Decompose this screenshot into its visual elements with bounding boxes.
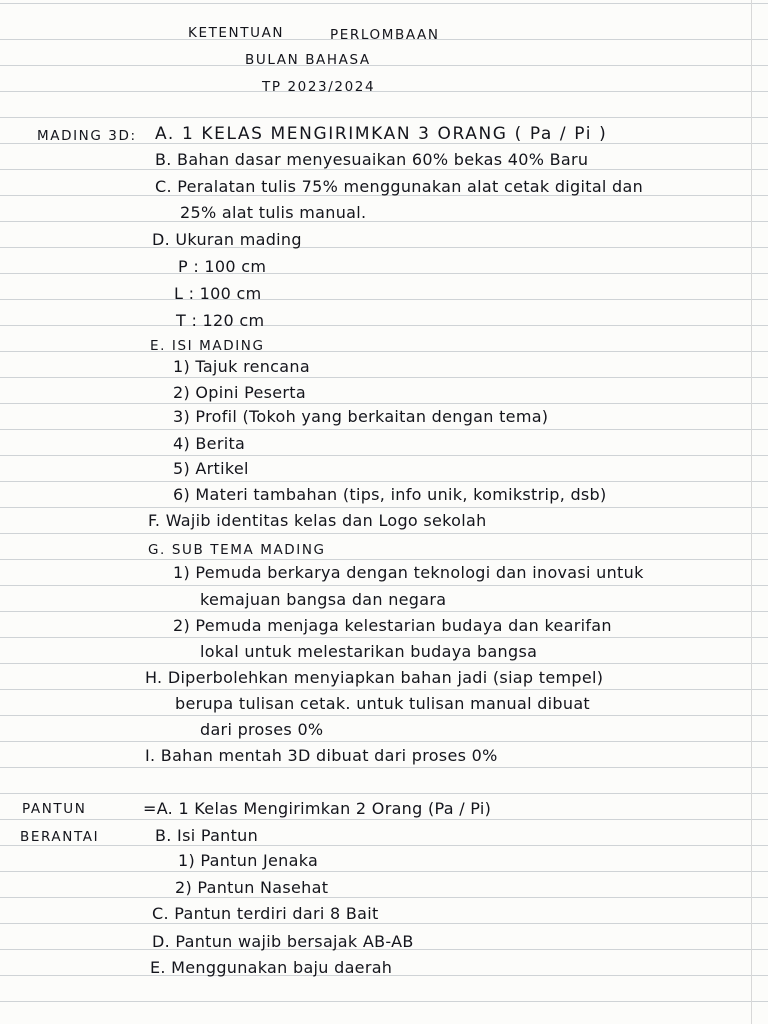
mading-subtheme-1-line1: 1) Pemuda berkarya dengan teknologi dan inovasi untuk	[173, 563, 644, 582]
mading-item-a: A. 1 KELAS MENGIRIMKAN 3 ORANG ( Pa / Pi )	[155, 124, 608, 144]
mading-subtheme-2-line1: 2) Pemuda menjaga kelestarian budaya dan kearifan	[173, 616, 612, 635]
pantun-type-1: 1) Pantun Jenaka	[178, 851, 319, 870]
mading-content-3: 3) Profil (Tokoh yang berkaitan dengan tema)	[173, 407, 549, 426]
mading-item-i: I. Bahan mentah 3D dibuat dari proses 0%	[145, 746, 498, 765]
pantun-item-d: D. Pantun wajib bersajak AB-AB	[152, 932, 414, 951]
header-title-part2: PERLOMBAAN	[330, 27, 440, 43]
mading-item-e: E. ISI MADING	[150, 338, 265, 354]
mading-content-4: 4) Berita	[173, 434, 246, 453]
page-margin-line	[751, 0, 752, 1024]
section-label-mading: MADING 3D:	[37, 128, 137, 144]
mading-item-h-line3: dari proses 0%	[200, 720, 324, 739]
mading-item-c-line2: 25% alat tulis manual.	[180, 203, 367, 222]
section-label-pantun-line2: BERANTAI	[20, 829, 100, 845]
mading-item-g: G. SUB TEMA MADING	[148, 542, 326, 558]
header-school-year: TP 2023/2024	[262, 79, 376, 95]
pantun-item-c: C. Pantun terdiri dari 8 Bait	[152, 904, 379, 923]
mading-size-p: P : 100 cm	[178, 257, 267, 276]
mading-size-t: T : 120 cm	[176, 311, 265, 330]
mading-subtheme-1-line2: kemajuan bangsa dan negara	[200, 590, 447, 609]
mading-content-2: 2) Opini Peserta	[173, 383, 306, 402]
mading-item-h-line1: H. Diperbolehkan menyiapkan bahan jadi (siap tempel)	[145, 668, 604, 687]
mading-content-1: 1) Tajuk rencana	[173, 357, 310, 376]
pantun-type-2: 2) Pantun Nasehat	[175, 878, 329, 897]
header-subtitle: BULAN BAHASA	[245, 52, 371, 68]
header-title-part1: KETENTUAN	[188, 25, 285, 41]
mading-content-5: 5) Artikel	[173, 459, 249, 478]
mading-subtheme-2-line2: lokal untuk melestarikan budaya bangsa	[200, 642, 538, 661]
mading-item-f: F. Wajib identitas kelas dan Logo sekolah	[148, 511, 487, 530]
mading-item-b: B. Bahan dasar menyesuaikan 60% bekas 40% Baru	[155, 150, 589, 169]
pantun-item-b: B. Isi Pantun	[155, 826, 259, 845]
mading-content-6: 6) Materi tambahan (tips, info unik, komikstrip, dsb)	[173, 485, 607, 504]
section-label-pantun-line1: PANTUN	[22, 801, 87, 817]
mading-item-h-line2: berupa tulisan cetak. untuk tulisan manual dibuat	[175, 694, 590, 713]
pantun-item-a: =A. 1 Kelas Mengirimkan 2 Orang (Pa / Pi)	[143, 799, 492, 818]
pantun-item-e: E. Menggunakan baju daerah	[150, 958, 393, 977]
mading-item-d: D. Ukuran mading	[152, 230, 302, 249]
mading-item-c-line1: C. Peralatan tulis 75% menggunakan alat cetak digital dan	[155, 177, 644, 196]
mading-size-l: L : 100 cm	[174, 284, 262, 303]
